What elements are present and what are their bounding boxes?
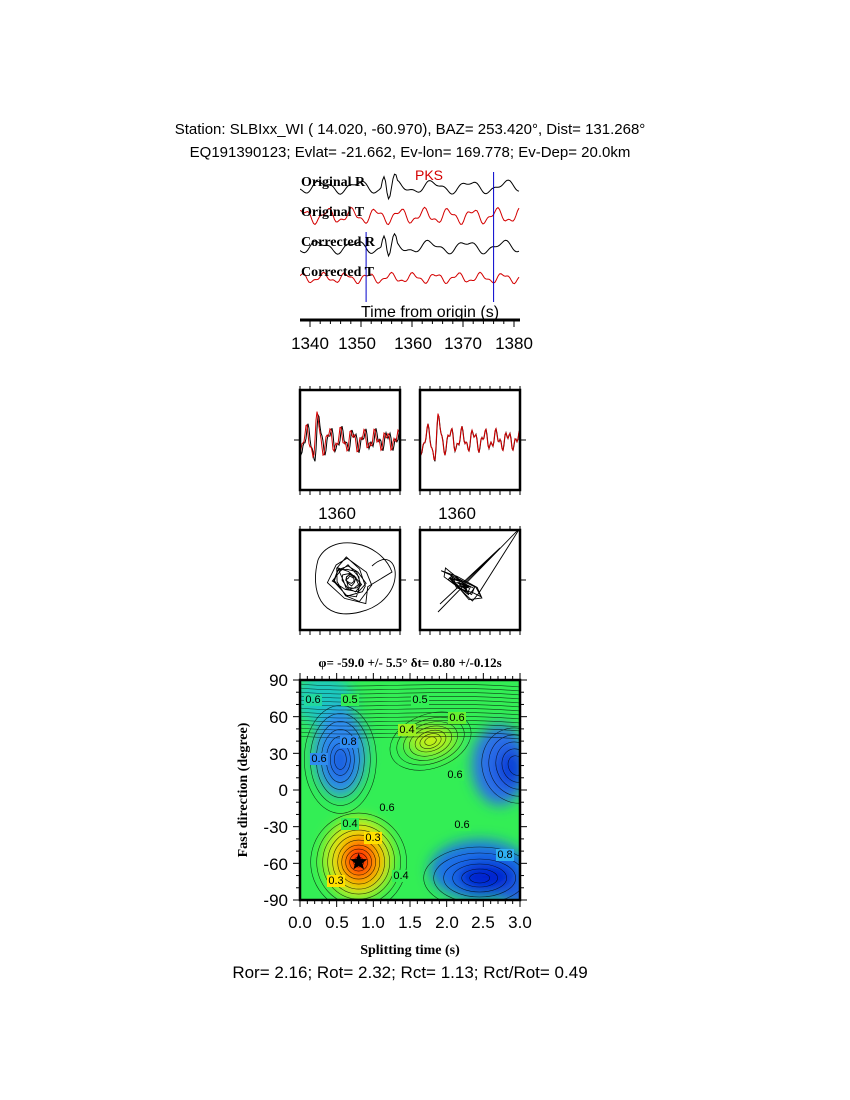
contour-label: 0.4 xyxy=(393,870,409,882)
y-tick-0: 0 xyxy=(278,781,288,800)
x-tick-1.0: 1.0 xyxy=(361,913,385,932)
panel-tick-label-right: 1360 xyxy=(438,504,476,523)
particle-motion-path xyxy=(438,528,520,612)
ratio-summary: Ror= 2.16; Rot= 2.32; Rct= 1.13; Rct/Rot= 0.49 xyxy=(232,963,588,982)
heatmap-ylabel: Fast direction (degree) xyxy=(236,722,251,858)
trace-tick-1380: 1380 xyxy=(495,334,533,353)
heatmap-y-tick-labels xyxy=(263,671,288,910)
contour-label: 0.5 xyxy=(412,694,428,706)
contour-label: 0.6 xyxy=(447,769,463,781)
x-tick-1.5: 1.5 xyxy=(398,913,422,932)
trace-label-original-r: Original R xyxy=(301,175,366,190)
particle-motion-path xyxy=(315,543,395,614)
contour-label: 0.3 xyxy=(365,832,381,844)
x-tick-0.5: 0.5 xyxy=(325,913,349,932)
y-tick-neg30: -30 xyxy=(263,818,288,837)
grid-search-heatmap xyxy=(293,673,561,911)
grid-search-title: φ= -59.0 +/- 5.5° δt= 0.80 +/-0.12s xyxy=(318,655,502,670)
heatmap-xlabel: Splitting time (s) xyxy=(360,943,460,958)
waveform-panel-original xyxy=(300,390,400,490)
trace-tick-1350: 1350 xyxy=(338,334,376,353)
heatmap-x-tick-labels xyxy=(288,913,532,932)
waveform-slow xyxy=(420,414,520,460)
particle-motion-corrected xyxy=(420,528,520,630)
y-tick-90: 90 xyxy=(269,671,288,690)
contour-label: 0.3 xyxy=(328,875,344,887)
y-tick-60: 60 xyxy=(269,708,288,727)
contour-label: 0.4 xyxy=(342,818,358,830)
panel-tick-label-left: 1360 xyxy=(318,504,356,523)
trace-tick-1340: 1340 xyxy=(291,334,329,353)
trace-block xyxy=(291,167,533,353)
contour-label: 0.4 xyxy=(399,724,415,736)
trace-xlabel: Time from origin (s) xyxy=(360,304,500,321)
contour-label: 0.8 xyxy=(341,736,357,748)
x-tick-2.0: 2.0 xyxy=(435,913,459,932)
contour-label: 0.6 xyxy=(305,694,321,706)
y-tick-30: 30 xyxy=(269,745,288,764)
x-tick-3.0: 3.0 xyxy=(508,913,532,932)
trace-label-original-t: Original T xyxy=(301,205,365,220)
contour-label: 0.6 xyxy=(454,819,470,831)
contour-label: 0.5 xyxy=(342,694,358,706)
contour-label: 0.6 xyxy=(449,712,465,724)
contour-label: 0.6 xyxy=(311,753,327,765)
y-tick-neg90: -90 xyxy=(263,891,288,910)
x-tick-2.5: 2.5 xyxy=(471,913,495,932)
waveform-panel-corrected xyxy=(420,390,520,490)
trace-time-ticks xyxy=(310,320,514,327)
particle-motion-original xyxy=(300,530,400,630)
y-tick-neg60: -60 xyxy=(263,855,288,874)
waveform-slow xyxy=(300,412,400,457)
trace-tick-1360: 1360 xyxy=(394,334,432,353)
x-tick-0.0: 0.0 xyxy=(288,913,312,932)
phase-label: PKS xyxy=(415,167,444,183)
event-info-line: EQ191390123; Evlat= -21.662, Ev-lon= 169.778; Ev-Dep= 20.0km xyxy=(189,144,631,161)
trace-label-corrected-r: Corrected R xyxy=(301,235,375,250)
trace-tick-1370: 1370 xyxy=(444,334,482,353)
contour-label: 0.8 xyxy=(497,849,513,861)
station-info-line: Station: SLBIxx_WI ( 14.020, -60.970), BAZ= 253.420°, Dist= 131.268° xyxy=(174,121,646,138)
contour-label: 0.6 xyxy=(379,802,395,814)
trace-label-corrected-t: Corrected T xyxy=(301,265,374,280)
